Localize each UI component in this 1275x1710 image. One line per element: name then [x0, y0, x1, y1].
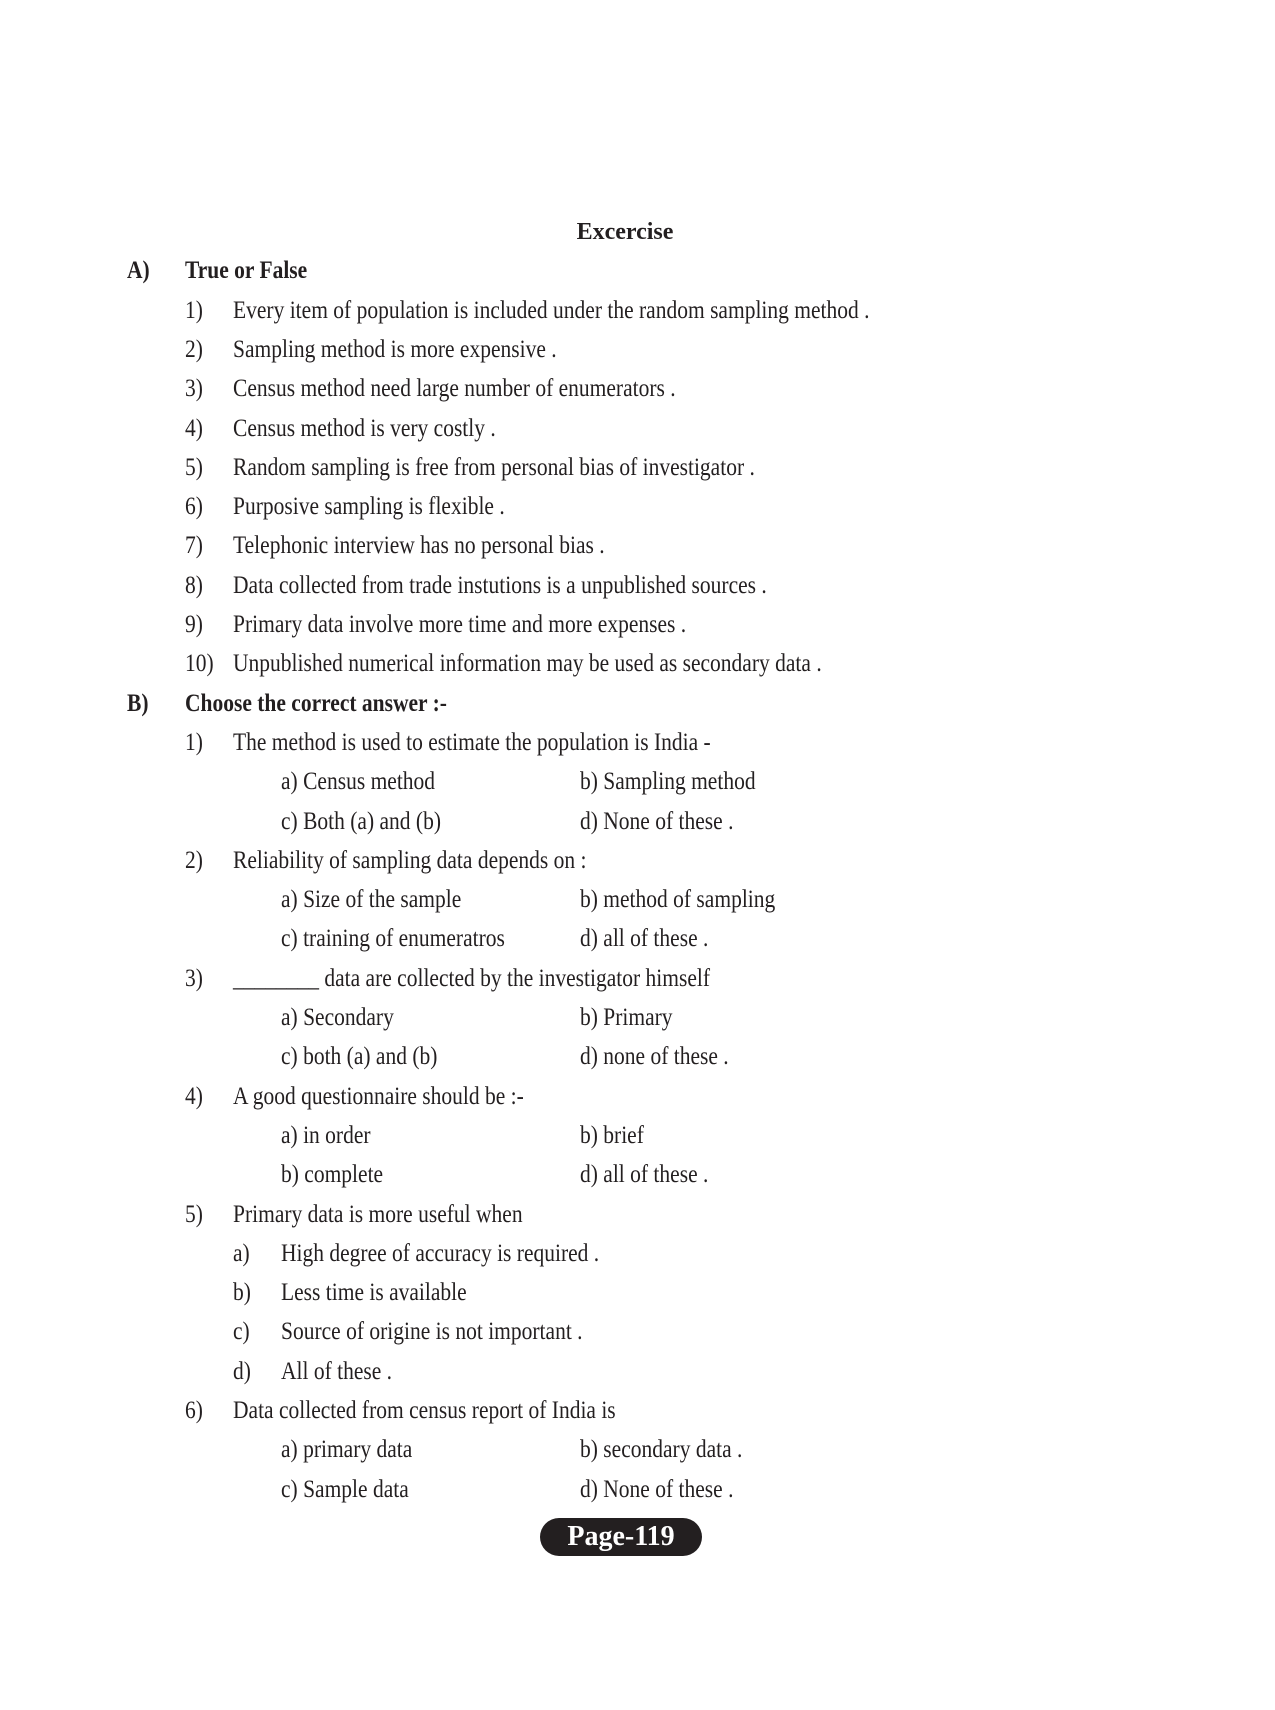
- question-text-text: Primary data involve more time and more expenses .: [233, 611, 687, 638]
- answer-option: [281, 884, 491, 916]
- answer-option-text: b) Primary: [580, 1004, 673, 1031]
- section-label: [127, 255, 153, 287]
- question-number: [185, 413, 206, 445]
- question-text-text: Census method need large number of enumerators .: [233, 375, 676, 403]
- question-number-text: 6): [185, 493, 203, 521]
- question-number: [185, 491, 206, 523]
- question-text: [233, 413, 539, 445]
- answer-option-letter-text: a): [233, 1239, 250, 1267]
- answer-option-letter-text: d): [233, 1357, 251, 1385]
- answer-option-text: c) Sample data: [281, 1475, 409, 1503]
- answer-option: [281, 1238, 651, 1270]
- question-text: [233, 1081, 571, 1113]
- answer-option: [580, 806, 758, 838]
- question-number: [185, 452, 206, 484]
- answer-option: [281, 1474, 430, 1506]
- answer-option-text: a) Secondary: [281, 1004, 394, 1031]
- answer-option-text: Less time is available: [281, 1279, 467, 1307]
- answer-option-text: a) in order: [281, 1121, 371, 1149]
- question-number-text: 9): [185, 611, 203, 638]
- question-text: [233, 1395, 678, 1427]
- question-number-text: 1): [185, 728, 203, 756]
- question-number-text: 3): [185, 964, 203, 992]
- question-number: [185, 1199, 206, 1231]
- answer-option: [281, 1041, 463, 1073]
- answer-option-text: All of these .: [281, 1357, 393, 1385]
- answer-option: [281, 766, 460, 798]
- answer-option: [281, 1434, 434, 1466]
- question-text-text: Telephonic interview has no personal bias .: [233, 532, 605, 560]
- answer-option: [281, 1120, 385, 1152]
- question-text-text: Every item of population is included under the random sampling method .: [233, 296, 870, 324]
- question-number-text: 6): [185, 1397, 203, 1424]
- answer-option: [580, 1002, 688, 1034]
- answer-option: [580, 1041, 753, 1073]
- answer-option-letter: [233, 1277, 254, 1309]
- answer-option-text: Source of origine is not important .: [281, 1318, 583, 1346]
- question-number-text: 10): [185, 650, 214, 678]
- question-text-text: The method is used to estimate the population is India -: [233, 728, 711, 756]
- answer-option-letter: [233, 1238, 252, 1270]
- answer-option-letter: [233, 1356, 254, 1388]
- answer-option: [580, 1474, 758, 1506]
- section-heading: [185, 255, 327, 287]
- question-text: [233, 491, 549, 523]
- answer-option-text: b) complete: [281, 1161, 384, 1189]
- answer-option: [281, 1002, 412, 1034]
- question-number: [185, 530, 206, 562]
- answer-option-text: d) none of these .: [580, 1043, 729, 1071]
- question-number: [185, 373, 206, 405]
- answer-option: [580, 923, 729, 955]
- answer-option-letter-text: c): [233, 1318, 250, 1346]
- question-text: [233, 845, 644, 877]
- question-number-text: 5): [185, 1200, 203, 1228]
- answer-option-text: a) Census method: [281, 768, 436, 796]
- question-number-text: 3): [185, 375, 203, 403]
- question-number-text: 2): [185, 335, 203, 363]
- question-text-text: Unpublished numerical information may be used as secondary data .: [233, 650, 822, 678]
- answer-option-text: High degree of accuracy is required .: [281, 1239, 600, 1267]
- answer-option-text: d) all of these .: [580, 925, 709, 953]
- question-number-text: 7): [185, 532, 203, 560]
- answer-option: [281, 806, 467, 838]
- section-label-text: B): [127, 689, 149, 717]
- question-text: [233, 373, 748, 405]
- question-text-text: Random sampling is free from personal bias of investigator .: [233, 453, 755, 481]
- question-text-text: Data collected from trade instutions is a unpublished sources .: [233, 571, 767, 599]
- question-text: [233, 570, 854, 602]
- question-number-text: 1): [185, 296, 203, 324]
- answer-option: [281, 1356, 410, 1388]
- answer-option-letter: [233, 1316, 252, 1348]
- answer-option-text: d) None of these .: [580, 1475, 734, 1503]
- question-number: [185, 1081, 206, 1113]
- answer-option-text: d) all of these .: [580, 1161, 709, 1189]
- answer-option-text: c) Both (a) and (b): [281, 807, 442, 835]
- question-number: [185, 334, 206, 366]
- question-text: [233, 530, 665, 562]
- answer-option-letter-text: b): [233, 1279, 251, 1307]
- answer-option: [281, 1316, 632, 1348]
- question-number-text: 8): [185, 571, 203, 599]
- question-number: [185, 648, 218, 680]
- question-number: [185, 1395, 206, 1427]
- answer-option: [281, 1159, 400, 1191]
- question-text: [233, 727, 788, 759]
- question-number-text: 2): [185, 846, 203, 874]
- question-number-text: 4): [185, 1082, 203, 1110]
- question-number-text: 5): [185, 453, 203, 481]
- page-number-badge: Page-119: [540, 1518, 702, 1556]
- answer-option: [580, 766, 784, 798]
- answer-option: [580, 1434, 769, 1466]
- answer-option-text: a) Size of the sample: [281, 886, 462, 914]
- question-text-text: Data collected from census report of India is: [233, 1397, 616, 1424]
- question-text-text: Reliability of sampling data depends on :: [233, 846, 587, 874]
- question-text: [233, 648, 918, 680]
- answer-option-text: c) both (a) and (b): [281, 1043, 438, 1071]
- question-text: [233, 452, 840, 484]
- question-text-text: Primary data is more useful when: [233, 1200, 523, 1228]
- section-label-text: A): [127, 257, 150, 285]
- answer-option-text: a) primary data: [281, 1436, 413, 1464]
- answer-option-text: d) None of these .: [580, 807, 734, 835]
- answer-option: [580, 884, 807, 916]
- question-text: [233, 963, 788, 995]
- question-number: [185, 963, 206, 995]
- question-text-text: Census method is very costly .: [233, 414, 496, 442]
- section-heading-text: Choose the correct answer :-: [185, 689, 447, 717]
- question-text: [233, 295, 973, 327]
- answer-option: [580, 1159, 729, 1191]
- question-number-text: 4): [185, 414, 203, 442]
- answer-option-text: b) brief: [580, 1121, 644, 1149]
- answer-option: [281, 923, 541, 955]
- answer-option: [281, 1277, 497, 1309]
- question-text: [233, 609, 760, 641]
- question-text-text: Purposive sampling is flexible .: [233, 493, 505, 521]
- question-text-text: Sampling method is more expensive .: [233, 335, 557, 363]
- answer-option-text: b) Sampling method: [580, 768, 756, 796]
- answer-option-text: c) training of enumeratros: [281, 925, 505, 953]
- section-heading-text: True or False: [185, 257, 308, 285]
- section-heading: [185, 688, 490, 720]
- question-text: [233, 1199, 570, 1231]
- question-number: [185, 570, 206, 602]
- question-number: [185, 727, 206, 759]
- question-text-text: ________ data are collected by the investigator himself: [233, 964, 711, 992]
- question-number: [185, 295, 206, 327]
- question-number: [185, 609, 206, 641]
- page-title: Excercise: [576, 219, 674, 245]
- answer-option: [580, 1120, 654, 1152]
- question-text-text: A good questionnaire should be :-: [233, 1082, 524, 1110]
- section-label: [127, 688, 152, 720]
- question-number: [185, 845, 206, 877]
- answer-option-text: b) method of sampling: [580, 886, 776, 914]
- answer-option-text: b) secondary data .: [580, 1436, 743, 1464]
- question-text: [233, 334, 609, 366]
